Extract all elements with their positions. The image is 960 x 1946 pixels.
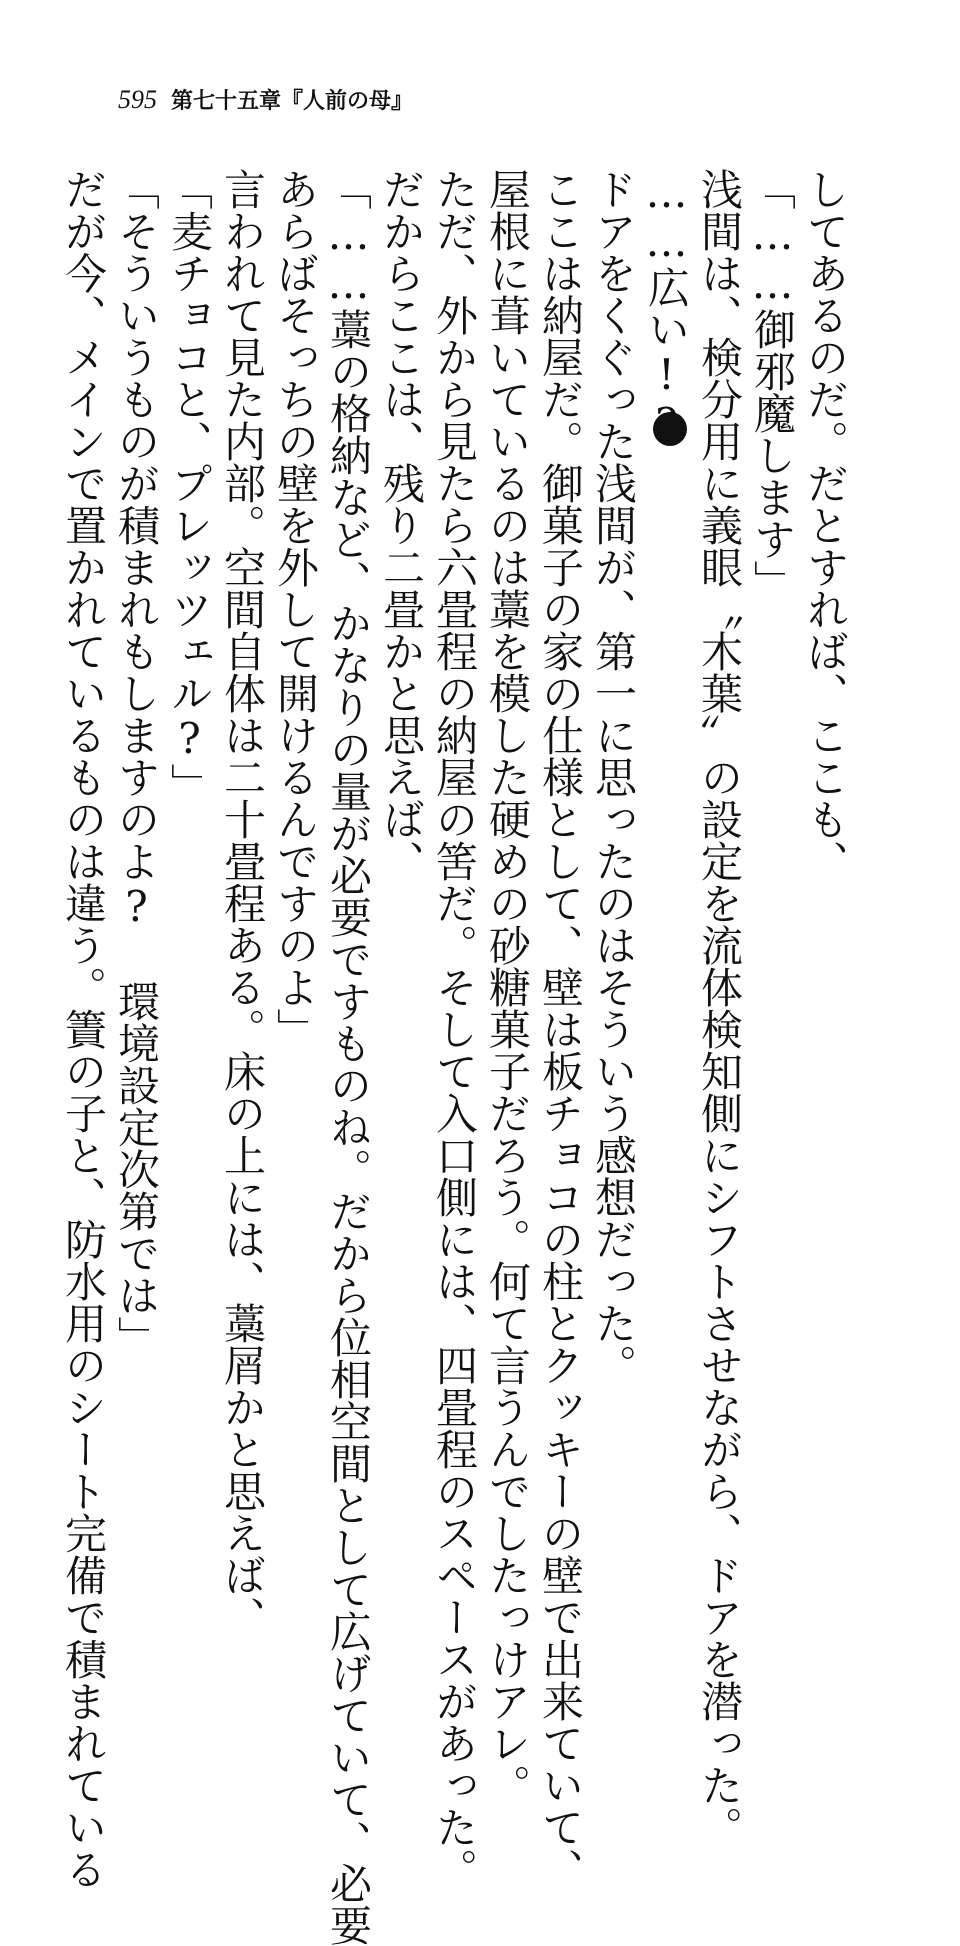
text-line: 浅間は、検分用に義眼〝木葉〟の設定を流体検知側にシフトさせながら、ドアを潜った。 (695, 168, 744, 1848)
body-text (59, 168, 852, 1946)
chapter-title: 第七十五章『人前の母』 (171, 88, 414, 114)
text-line: 言われて見た内部。空間自体は二十畳程ある。床の上には、藁屑かと思えば、 (218, 168, 267, 1638)
text-line: 「……御邪魔します」 (748, 168, 797, 602)
text-line: 「そういうものが積まれもしますのよ? 環境設定次第では」 (112, 168, 161, 1358)
text-line: ただ、外から見たら六畳程の納屋の筈だ。そして入口側には、四畳程のスペースがあった。 (430, 168, 479, 1890)
text-line: だが今、メインで置かれているものは違う。簀の子と、防水用のシート完備で積まれている (59, 168, 108, 1890)
page-number: 595 (118, 85, 157, 114)
text-line: 屋根に葺いているのは藁を模した硬めの砂糖菓子だろう。何て言うんでしたっけアレ。 (483, 168, 532, 1806)
text-line: ここは納屋だ。御菓子の家の仕様として、壁は板チョコの柱とクッキーの壁で出来ていて、 (536, 168, 585, 1890)
text-line: 「……藁の格納など、かなりの量が必要ですものね。だから位相空間として広げていて、必要 (324, 168, 373, 1946)
page-header (118, 84, 413, 124)
text-line: ……広い!? (642, 168, 691, 448)
text-line: してあるのだ。だとすれば、ここも、 (801, 168, 850, 882)
text-line: あらばそっちの壁を外して開けるんですのよ」 (271, 168, 320, 1050)
text-line: ドアをくぐった浅間が、第一に思ったのはそういう感想だった。 (589, 168, 638, 1386)
text-line: だからここは、残り二畳かと思えば、 (377, 168, 426, 882)
text-line: 「麦チョコと、プレッツェル?」 (165, 168, 214, 805)
